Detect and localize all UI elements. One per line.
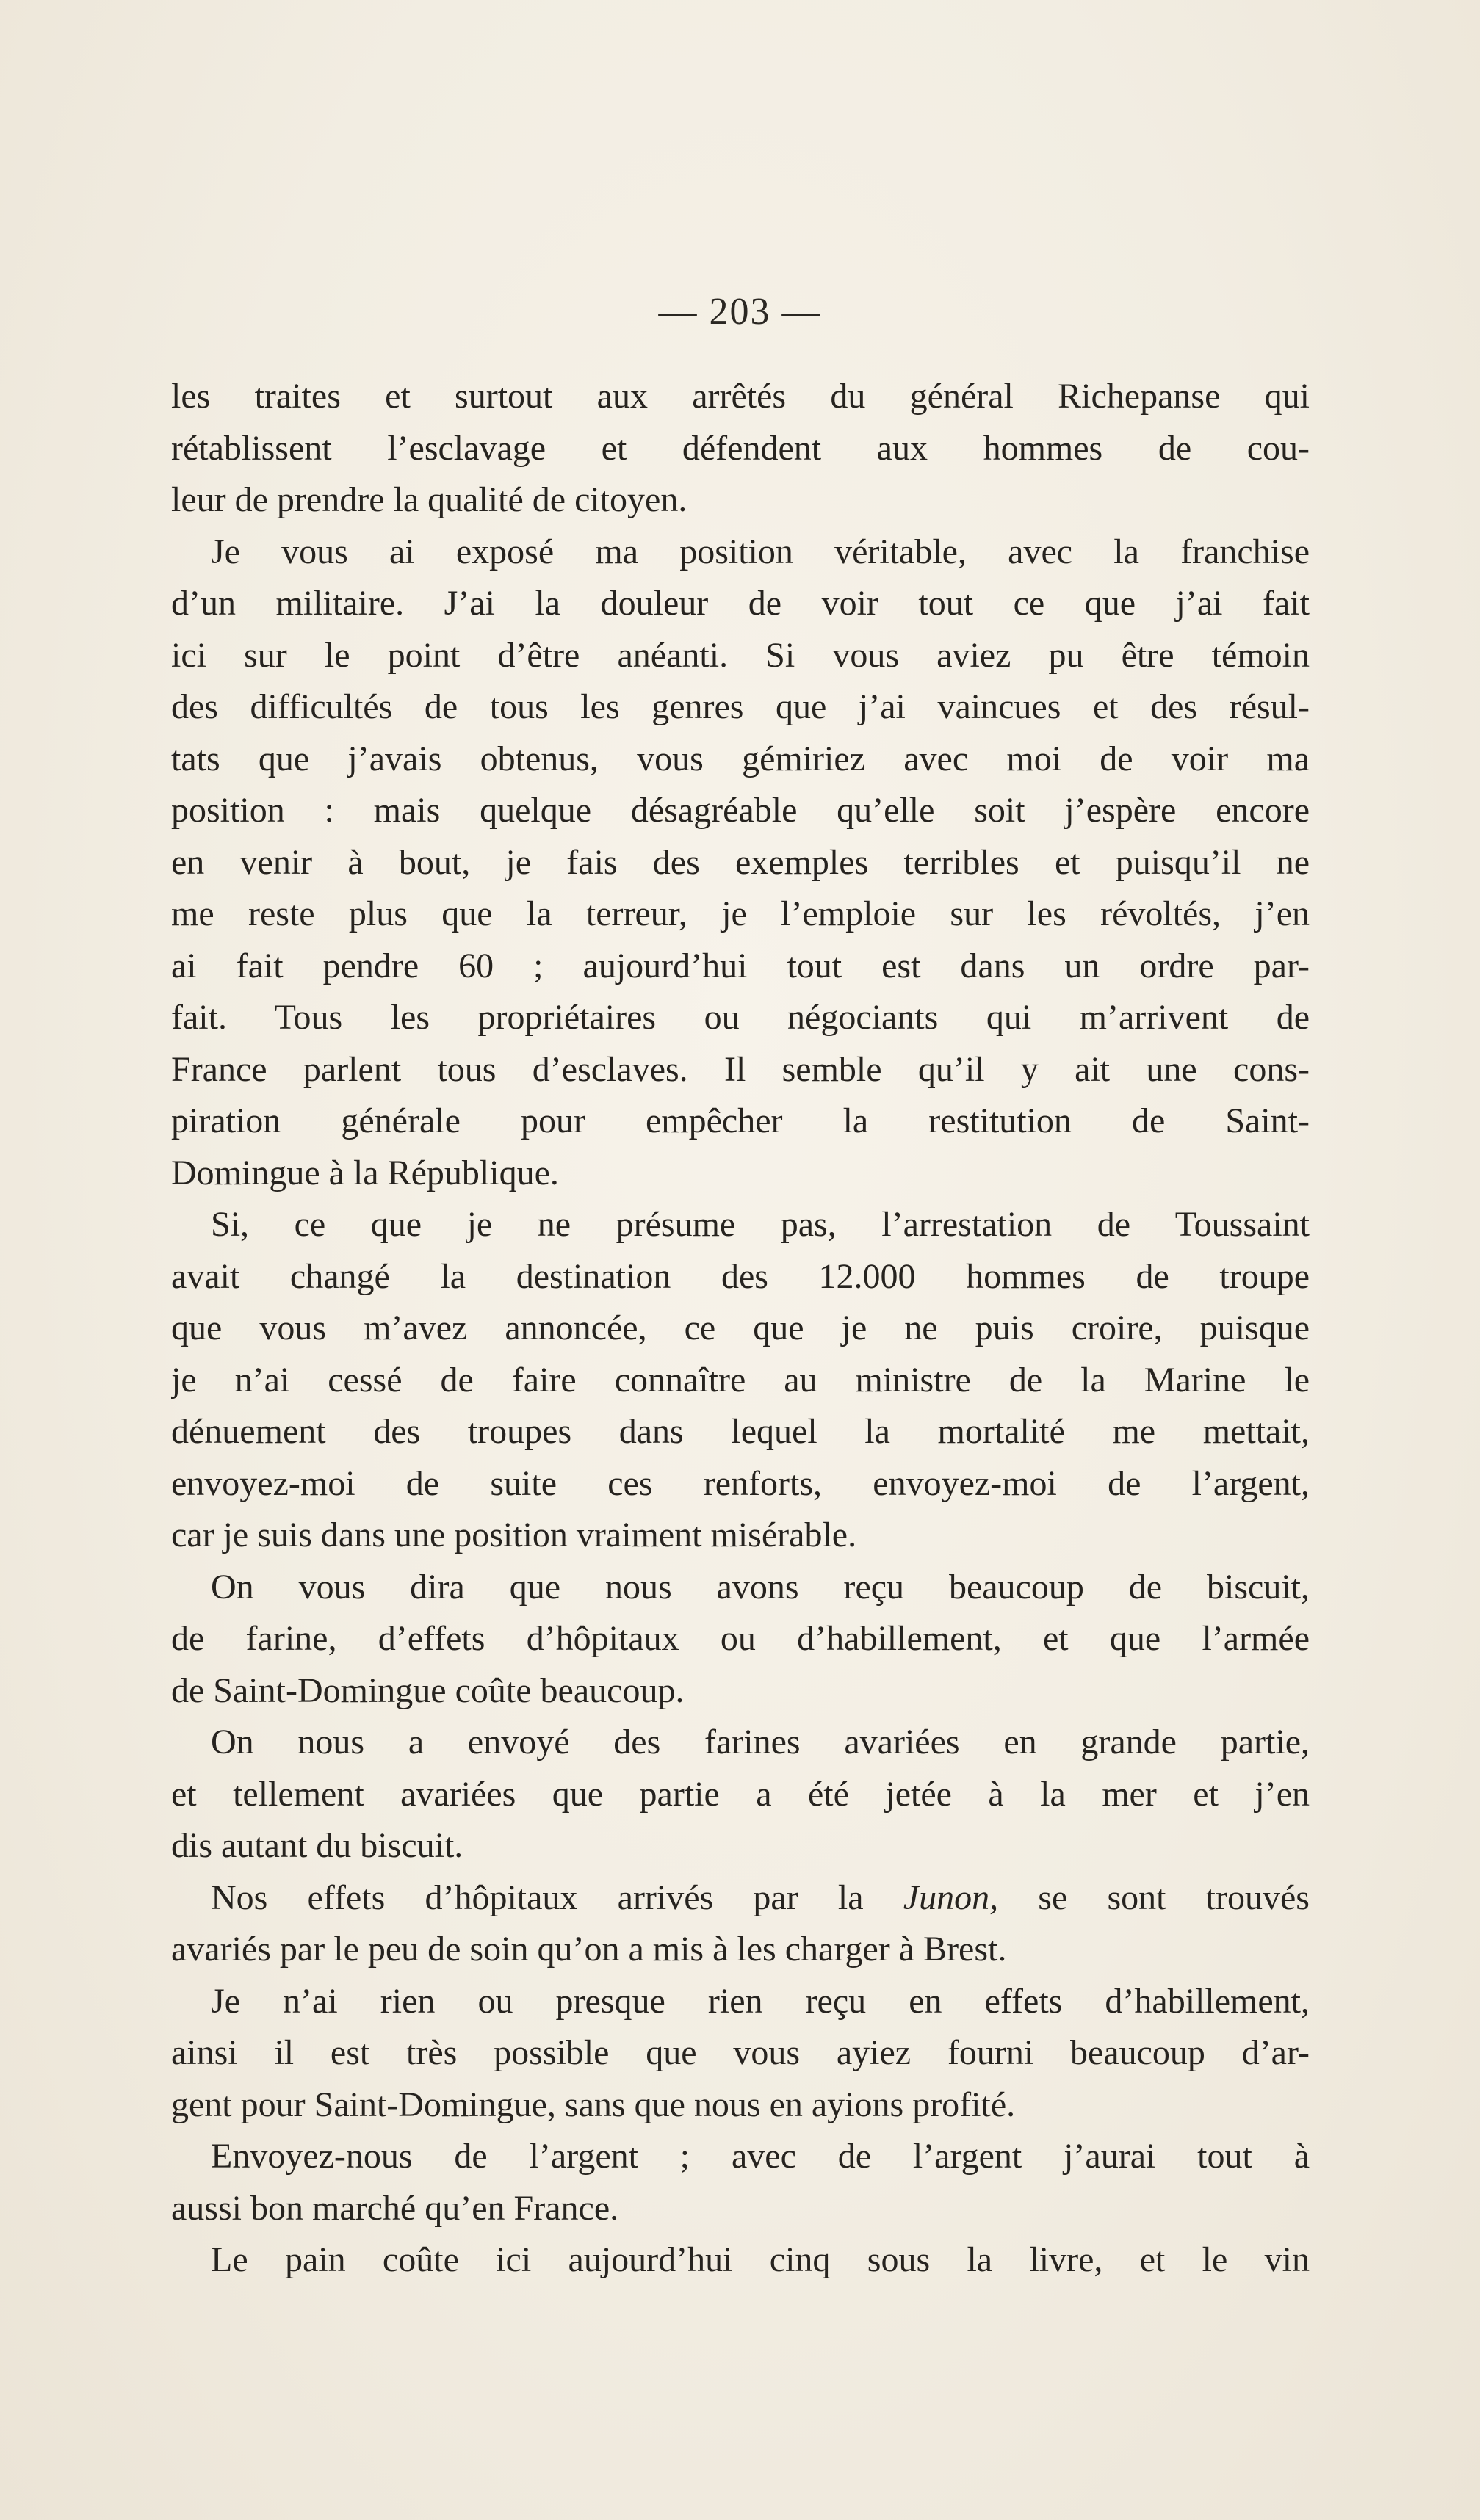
text-line: tats que j’avais obtenus, vous gémiriez avec moi de voir ma [171, 739, 1310, 778]
text-line: Je n’ai rien ou presque rien reçu en effets d’habillement, [211, 1981, 1310, 2021]
text-line: rétablissent l’esclavage et défendent aux hommes de cou- [171, 428, 1310, 468]
text-line: Envoyez-nous de l’argent ; avec de l’argent j’aurai tout à [211, 2137, 1310, 2176]
text-line: de farine, d’effets d’hôpitaux ou d’habillement, et que l’armée [171, 1619, 1310, 1658]
text-line: de Saint-Domingue coûte beaucoup. [171, 1670, 685, 1710]
text-line: avait changé la destination des 12.000 hommes de troupe [171, 1256, 1310, 1296]
text-line: et tellement avariées que partie a été jetée à la mer et j’en [171, 1774, 1310, 1814]
text-line: position : mais quelque désagréable qu’elle soit j’espère encore [171, 791, 1310, 830]
text-line: les traites et surtout aux arrêtés du général Richepanse qui [171, 377, 1310, 416]
text-line: d’un militaire. J’ai la douleur de voir tout ce que j’ai fait [171, 584, 1310, 623]
text-line: Je vous ai exposé ma position véritable, avec la franchise [211, 532, 1310, 571]
text-line: ainsi il est très possible que vous ayiez fourni beaucoup d’ar- [171, 2033, 1310, 2072]
ship-name: Junon, [903, 1878, 999, 1917]
text-segment: Nos effets d’hôpitaux arrivés par la [211, 1878, 903, 1917]
text-segment: se sont trouvés [998, 1878, 1310, 1917]
body-text [171, 371, 1310, 2287]
text-line [171, 1872, 1310, 1925]
text-line: dis autant du biscuit. [171, 1826, 463, 1865]
text-line: gent pour Saint-Domingue, sans que nous en ayions profité. [171, 2085, 1016, 2124]
text-line: Le pain coûte ici aujourd’hui cinq sous la livre, et le vin [211, 2240, 1310, 2279]
text-line: en venir à bout, je fais des exemples terribles et puisqu’il ne [171, 842, 1310, 882]
text-line: France parlent tous d’esclaves. Il semble qu’il y ait une cons- [171, 1049, 1310, 1089]
page-number: — 203 — [658, 291, 822, 333]
text-line: ai fait pendre 60 ; aujourd’hui tout est dans un ordre par- [171, 946, 1310, 985]
text-line: fait. Tous les propriétaires ou négociants qui m’arrivent de [171, 998, 1310, 1037]
text-line: car je suis dans une position vraiment misérable. [171, 1516, 857, 1554]
text-line: avariés par le peu de soin qu’on a mis à les charger à Brest. [171, 1930, 1007, 1969]
text-line: des difficultés de tous les genres que j’ai vaincues et des résul- [171, 687, 1310, 726]
text-line: piration générale pour empêcher la restitution de Saint- [171, 1101, 1310, 1140]
text-line: On nous a envoyé des farines avariées en grande partie, [211, 1723, 1310, 1762]
text-line: envoyez-moi de suite ces renforts, envoyez-moi de l’argent, [171, 1463, 1310, 1503]
text-line: Domingue à la République. [171, 1153, 559, 1192]
text-line: On vous dira que nous avons reçu beaucoup de biscuit, [211, 1567, 1310, 1607]
text-line: me reste plus que la terreur, je l’emploie sur les révoltés, j’en [171, 894, 1310, 933]
text-line: je n’ai cessé de faire connaître au ministre de la Marine le [171, 1360, 1310, 1400]
text-line: que vous m’avez annoncée, ce que je ne puis croire, puisque [171, 1308, 1310, 1347]
text-line: aussi bon marché qu’en France. [171, 2188, 619, 2228]
text-line: leur de prendre la qualité de citoyen. [171, 480, 687, 519]
text-line: Si, ce que je ne présume pas, l’arrestation de Toussaint [211, 1205, 1310, 1244]
text-line: dénuement des troupes dans lequel la mortalité me mettait, [171, 1412, 1310, 1451]
text-line: ici sur le point d’être anéanti. Si vous aviez pu être témoin [171, 635, 1310, 675]
